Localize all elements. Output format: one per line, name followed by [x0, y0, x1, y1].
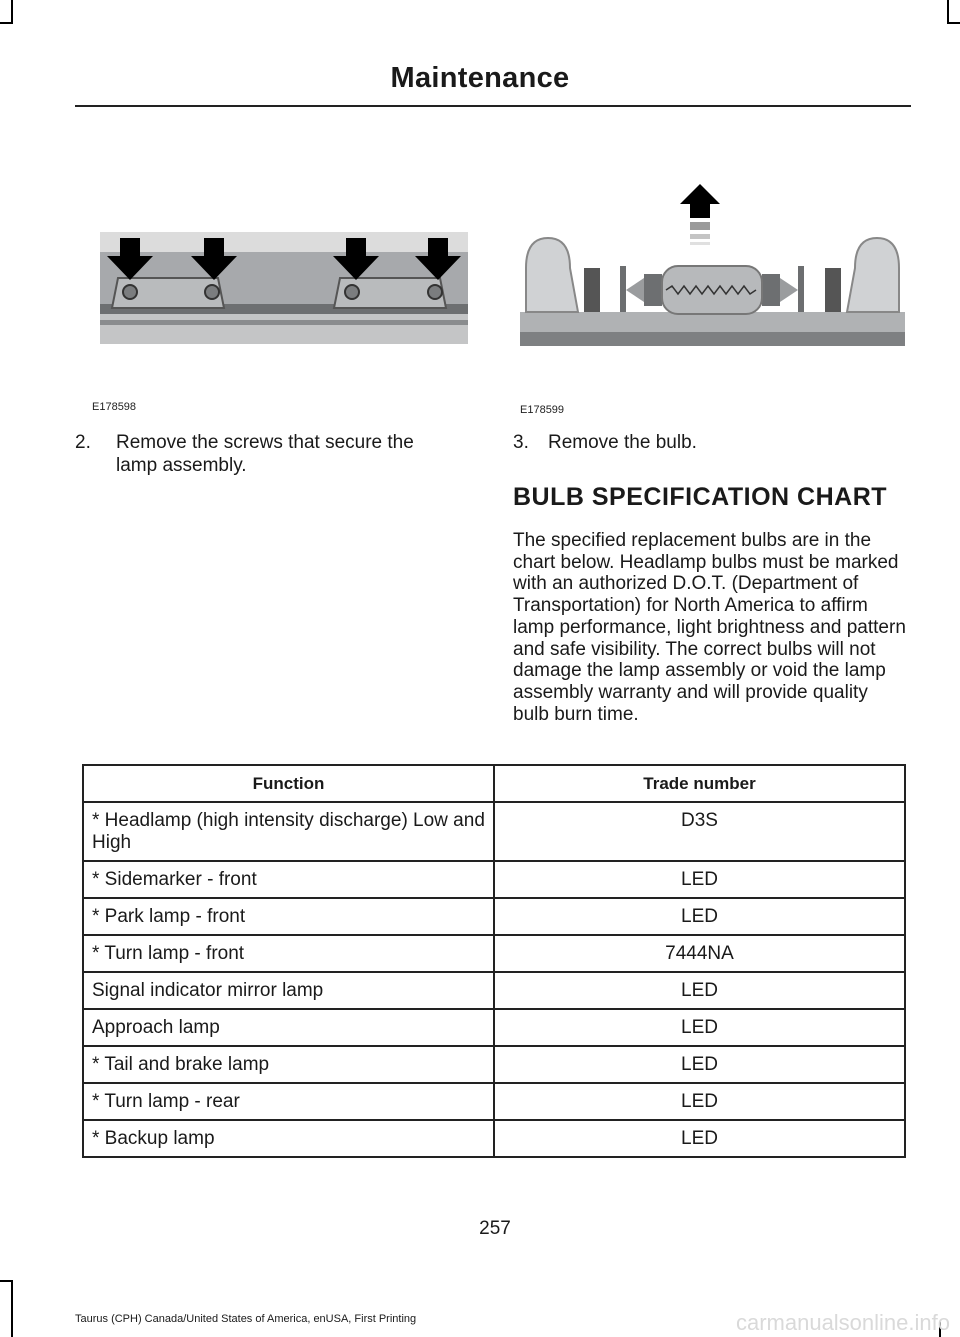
table-row: [83, 802, 905, 861]
trade-number-cell: LED: [494, 1009, 905, 1046]
trade-number-cell: LED: [494, 1046, 905, 1083]
footer-text: Taurus (CPH) Canada/United States of America, enUSA, First Printing: [75, 1313, 417, 1325]
figure-label-2: E178599: [520, 404, 565, 416]
table-header-row: [83, 765, 905, 802]
function-cell: * Backup lamp: [83, 1120, 494, 1157]
figure-label-1: E178598: [92, 401, 137, 413]
watermark: carmanualsonline.info: [735, 1310, 950, 1335]
lamp-screws-illustration: [100, 232, 468, 344]
step-2-text-line1: Remove the screws that secure the: [116, 432, 414, 453]
table-row: [83, 898, 905, 935]
bulb-removal-illustration: [520, 182, 905, 348]
function-cell: * Turn lamp - rear: [83, 1083, 494, 1120]
trade-number-cell: LED: [494, 1120, 905, 1157]
crop-mark-bottom-left-v: [11, 1280, 13, 1337]
function-cell: * Tail and brake lamp: [83, 1046, 494, 1083]
trade-number-cell: LED: [494, 1083, 905, 1120]
trade-number-cell: LED: [494, 972, 905, 1009]
crop-mark-top-left-h: [0, 22, 13, 24]
table-row: [83, 935, 905, 972]
trade-number-cell: LED: [494, 898, 905, 935]
header-divider: [75, 105, 911, 107]
function-cell: Approach lamp: [83, 1009, 494, 1046]
crop-mark-bottom-left-h: [0, 1280, 13, 1282]
crop-mark-top-left-v: [11, 0, 13, 24]
header-function: Function: [83, 765, 494, 802]
function-cell: Signal indicator mirror lamp: [83, 972, 494, 1009]
function-cell: * Park lamp - front: [83, 898, 494, 935]
trade-number-cell: 7444NA: [494, 935, 905, 972]
trade-number-cell: D3S: [494, 802, 905, 861]
step-2-number: 2.: [75, 432, 91, 453]
function-cell: * Turn lamp - front: [83, 935, 494, 972]
function-cell: * Headlamp (high intensity discharge) Low and High: [83, 802, 494, 861]
table-row: [83, 861, 905, 898]
section-title: BULB SPECIFICATION CHART: [513, 483, 888, 511]
step-3-text: Remove the bulb.: [548, 432, 697, 453]
header-trade-number: Trade number: [494, 765, 905, 802]
crop-mark-top-right-v: [947, 0, 949, 24]
page-number: 257: [479, 1218, 511, 1239]
step-3-number: 3.: [513, 432, 529, 453]
crop-mark-top-right-h: [947, 22, 960, 24]
page-title: Maintenance: [390, 62, 570, 94]
table-row: [83, 972, 905, 1009]
table-row: [83, 1083, 905, 1120]
section-body: The specified replacement bulbs are in the chart below. Headlamp bulbs must be marked with an authorized D.O.T. (Department of Transportation) for North America to affirm lamp performance, light brightness and pattern and safe visibility. The correct bulbs will not damage the lamp assembly or void the lamp assembly warranty and will provide quality bulb burn time.: [513, 530, 906, 725]
trade-number-cell: LED: [494, 861, 905, 898]
bulb-spec-table: [82, 764, 906, 1158]
table-row: [83, 1120, 905, 1157]
step-2-text-line2: lamp assembly.: [116, 455, 247, 476]
table-row: [83, 1046, 905, 1083]
function-cell: * Sidemarker - front: [83, 861, 494, 898]
table-row: [83, 1009, 905, 1046]
